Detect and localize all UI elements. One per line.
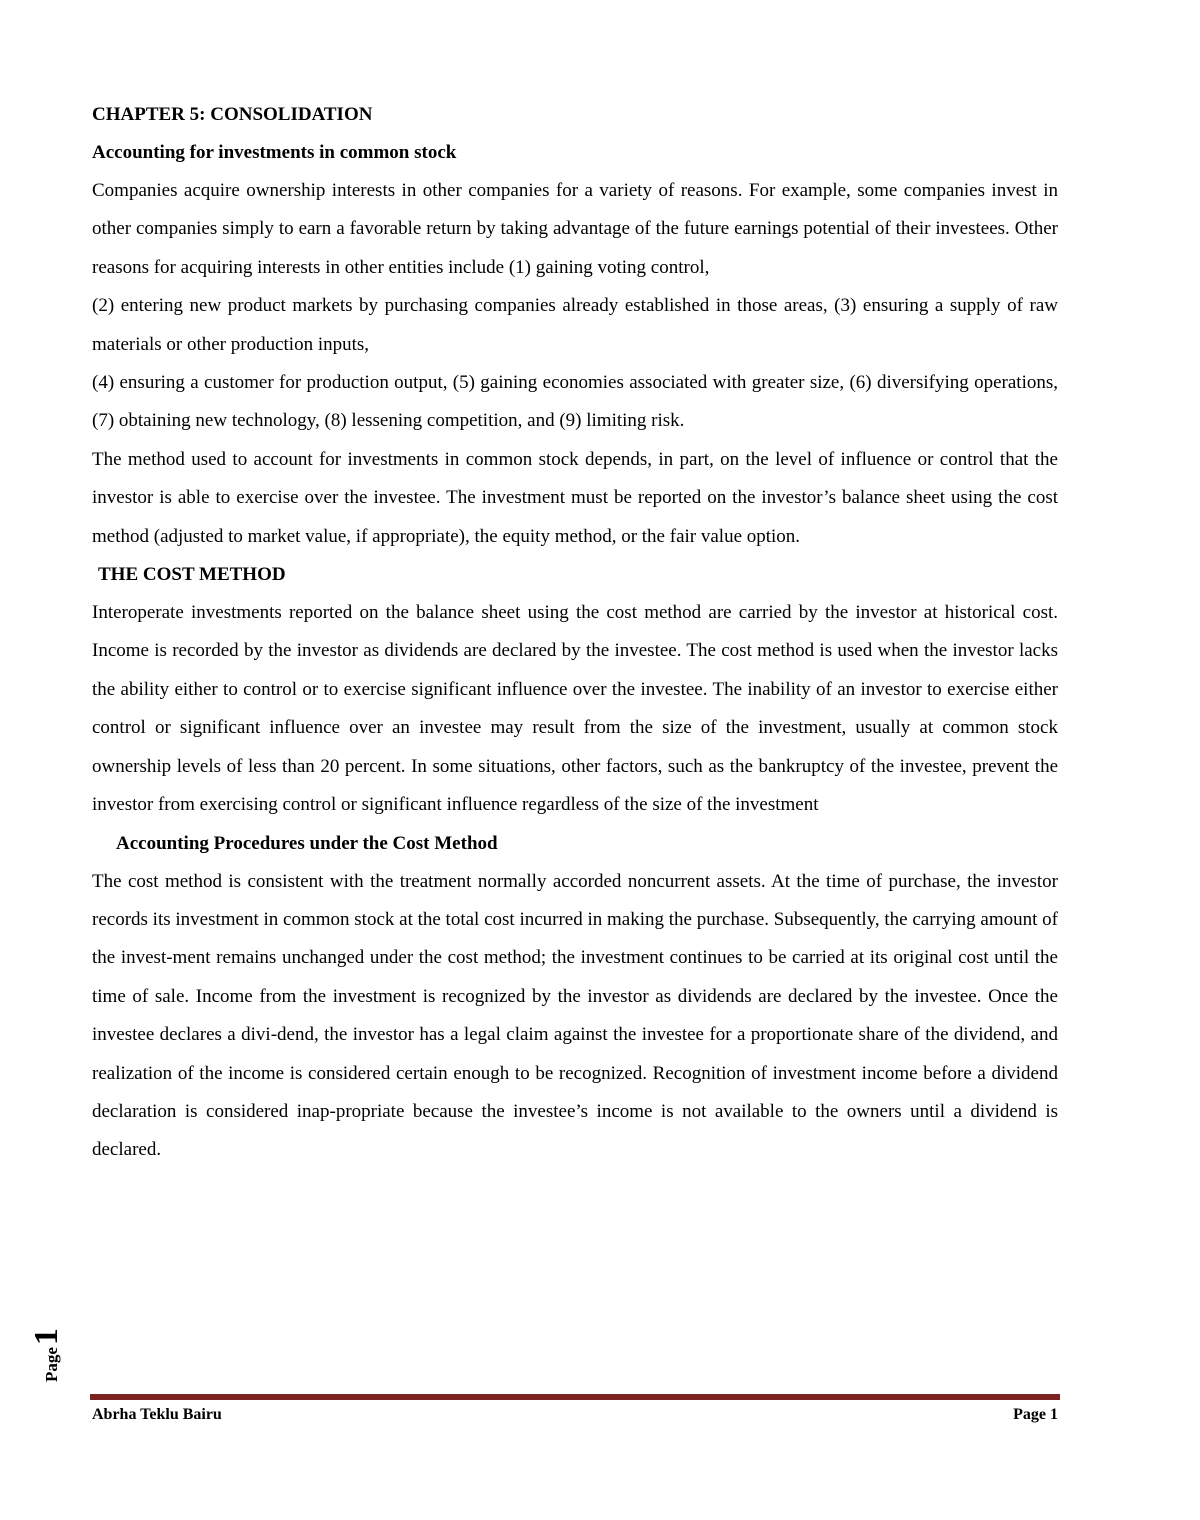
paragraph-intro-1: Companies acquire ownership interests in other companies for a variety of reasons. For example, some companies invest in other companies simply to earn a favorable return by taking advantage of the future earnings potential of their investees. Other reasons for acquiring interests in other entities include (1) gaining voting control, (92, 180, 1058, 278)
footer-page-label: Page 1 (1013, 1406, 1058, 1423)
margin-page-digit: 1 (28, 1328, 65, 1346)
footer-author: Abrha Teklu Bairu (92, 1406, 222, 1423)
footer-divider (90, 1394, 1060, 1400)
margin-page-word: Page (42, 1347, 61, 1382)
section-heading-procedures: Accounting Procedures under the Cost Method (116, 832, 498, 854)
paragraph-intro-2: (2) entering new product markets by purchasing companies already established in those areas, (3) ensuring a supply of raw materials or other production inputs, (92, 295, 1058, 355)
chapter-title: CHAPTER 5: CONSOLIDATION (92, 104, 373, 125)
paragraph-intro-4: The method used to account for investments in common stock depends, in part, on the level of influence or control that the investor is able to exercise over the investee. The investment must be reported on the investor’s balance sheet using the cost method (adjusted to market value, if appropriate), the equity method, or the fair value option. (92, 448, 1058, 547)
paragraph-cost-method: Interoperate investments reported on the balance sheet using the cost method are carried by the investor at historical cost. Income is recorded by the investor as dividends are declared by the investee. The cost method is used when the investor lacks the ability either to control or to exercise significant influence over the investee. The inability of an investor to exercise either control or significant influence over an investee may result from the size of the investment, usually at common stock ownership levels of less than 20 percent. In some situations, other factors, such as the bankruptcy of the investee, prevent the investor from exercising control or significant influence regardless of the size of the investment (92, 602, 1058, 816)
margin-page-number (28, 1312, 68, 1382)
section-heading-investments: Accounting for investments in common stock (92, 142, 457, 163)
section-heading-cost-method: THE COST METHOD (98, 564, 286, 586)
paragraph-procedures: The cost method is consistent with the treatment normally accorded noncurrent assets. At the time of purchase, the investor records its investment in common stock at the total cost incurred in making the purchase. Subsequently, the carrying amount of the invest-ment remains unchanged under the cost method; the investment continues to be carried at its original cost until the time of sale. Income from the investment is recognized by the investor as dividends are declared by the investee. Once the investee declares a divi-dend, the investor has a legal claim against the investee for a proportionate share of the dividend, and realization of the income is considered certain enough to be recognized. Recognition of investment income before a dividend declaration is considered inap-propriate because the investee’s income is not available to the owners until a dividend is declared. (92, 870, 1058, 1161)
paragraph-intro-3: (4) ensuring a customer for production output, (5) gaining economies associated with greater size, (6) diversifying operations, (7) obtaining new technology, (8) lessening competition, and (9) limiting risk. (92, 372, 1058, 432)
page-footer (92, 1406, 1058, 1432)
page-content (92, 96, 1058, 1170)
